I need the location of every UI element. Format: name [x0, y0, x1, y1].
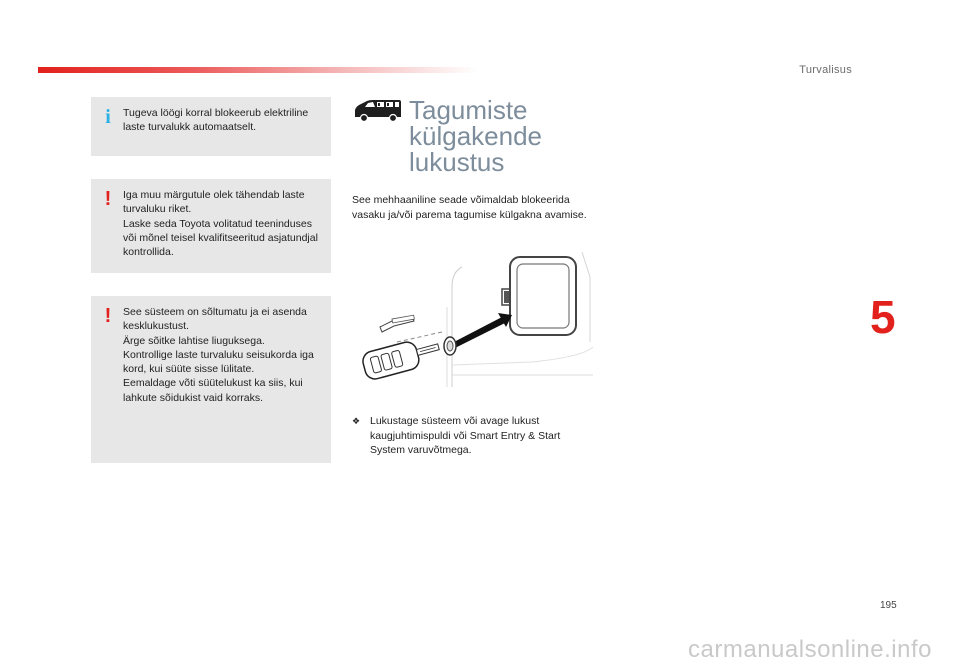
section-intro: See mehhaaniline seade võimaldab blokeerida vasaku ja/või parema tagumise külgakna avamise. [352, 194, 587, 221]
info-note [91, 97, 331, 156]
van-icon [353, 98, 403, 122]
chapter-number: 5 [870, 291, 896, 343]
child-lock-illustration [352, 247, 593, 387]
instruction-bullet [352, 414, 592, 458]
warning-note-text: See süsteem on sõltumatu ja ei asenda kesklukustust. Ärge sõitke lahtise liuguksega. Kontrollige laste turvaluku seisukorda iga kord, kui süüte sisse lülitate. Eemaldage võti süütelukust ka siis, kui lahkute sõidukist vaid korraks. [123, 306, 314, 404]
instruction-text: Lukustage süsteem või avage lukust kaugjuhtimispuldi või Smart Entry & Start System varuvõtmega. [370, 415, 561, 456]
warning-icon: ! [104, 188, 112, 210]
warning-note [91, 296, 331, 463]
info-icon: i [105, 106, 111, 128]
section-heading: Tagumiste külgakende lukustus [409, 95, 542, 177]
page-number: 195 [880, 600, 897, 611]
header-accent-bar [38, 67, 478, 73]
info-note-text: Tugeva löögi korral blokeerub elektriline laste turvalukk automaatselt. [123, 107, 309, 134]
bullet-icon: ❖ [352, 416, 361, 426]
warning-note-text: Iga muu märgutule olek tähendab laste turvaluku riket. Laske seda Toyota volitatud teeninduses või mõnel teisel kvalifitseeritud asjatundjal kontrollida. [123, 189, 318, 259]
watermark: carmanualsonline.info [688, 636, 932, 663]
warning-note [91, 179, 331, 273]
section-title: Turvalisus [799, 64, 852, 76]
warning-icon: ! [104, 305, 112, 327]
